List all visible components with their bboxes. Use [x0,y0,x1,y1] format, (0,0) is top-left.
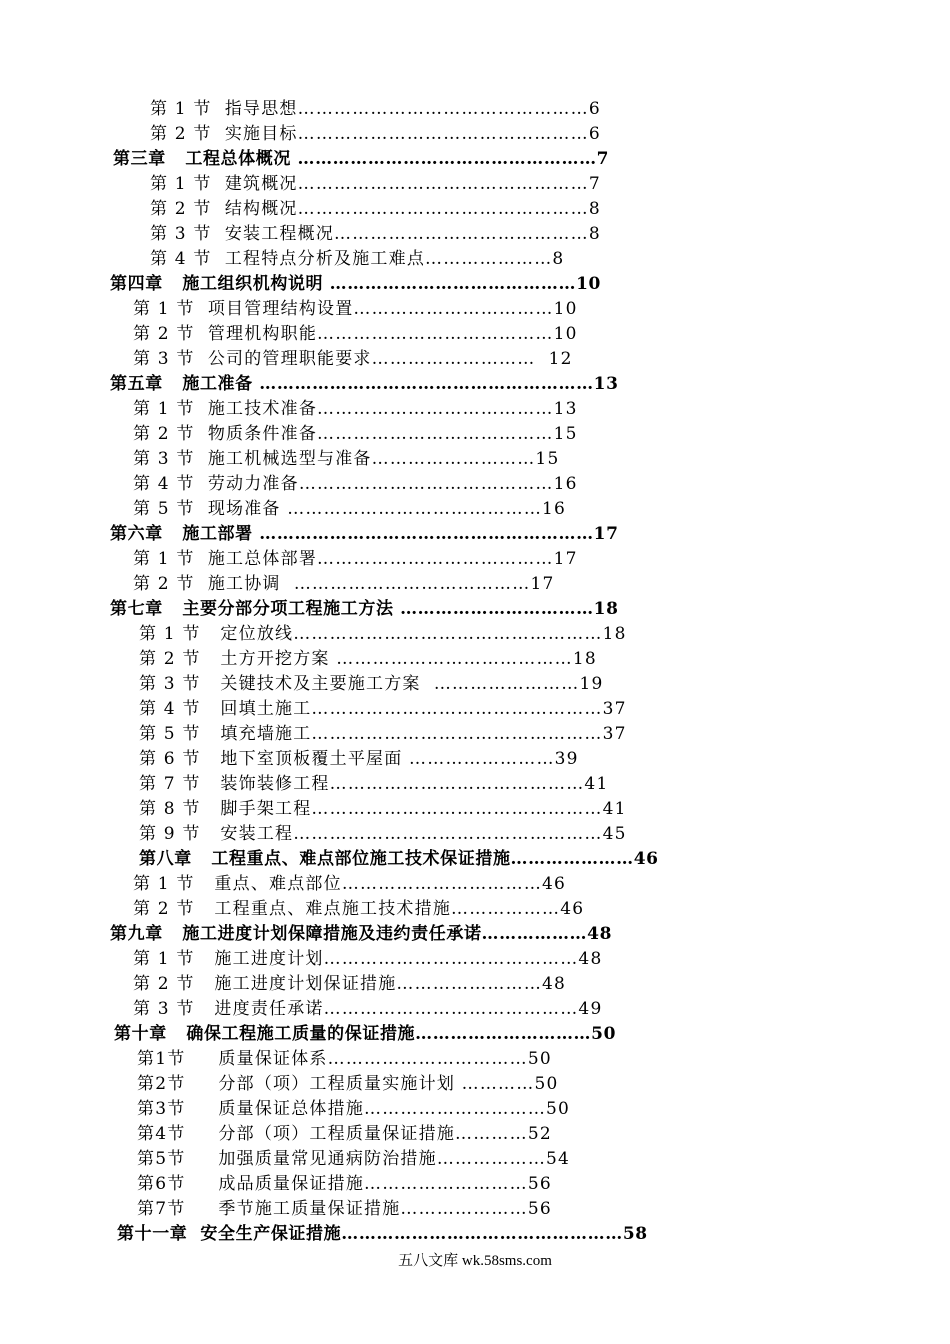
toc-section-line: 第 4 节 劳动力准备……………………………………16 [133,474,578,494]
toc-section-line: 第 5 节 填充墙施工…………………………………………37 [139,724,627,744]
toc-section-line: 第 4 节 工程特点分析及施工难点…………………8 [150,249,565,269]
toc-section-line: 第 1 节 项目管理结构设置……………………………10 [133,299,578,319]
toc-chapter-line: 第三章 工程总体概况 ……………………………………………7 [113,149,610,169]
toc-section-line: 第 1 节 重点、难点部位……………………………46 [133,874,567,894]
toc-section-line: 第 9 节 安装工程……………………………………………45 [139,824,627,844]
toc-chapter-line: 第七章 主要分部分项工程施工方法 ……………………………18 [110,599,619,619]
toc-section-line: 第 8 节 脚手架工程…………………………………………41 [139,799,627,819]
page-footer-watermark: 五八文库 wk.58sms.com [398,1253,552,1269]
toc-chapter-line: 第五章 施工准备 …………………………………………………13 [110,374,619,394]
toc-section-line: 第 3 节 安装工程概况……………………………………8 [150,224,601,244]
toc-section-line: 第 2 节 结构概况…………………………………………8 [150,199,601,219]
toc-section-line: 第 2 节 工程重点、难点施工技术措施………………46 [133,899,585,919]
toc-section-line: 第5节 加强质量常见通病防治措施………………54 [137,1149,571,1169]
toc-section-line: 第 2 节 施工协调 …………………………………17 [133,574,555,594]
toc-section-line: 第 3 节 公司的管理职能要求……………………… 12 [133,349,573,369]
toc-section-line: 第 1 节 建筑概况…………………………………………7 [150,174,601,194]
toc-section-line: 第 2 节 实施目标…………………………………………6 [150,124,601,144]
toc-section-line: 第3节 质量保证总体措施…………………………50 [137,1099,571,1119]
toc-section-line: 第 1 节 定位放线……………………………………………18 [139,624,627,644]
toc-section-line: 第 1 节 指导思想…………………………………………6 [150,99,601,119]
toc-section-line: 第 5 节 现场准备 ……………………………………16 [133,499,567,519]
toc-chapter-line: 第九章 施工进度计划保障措施及违约责任承诺………………48 [110,924,613,944]
toc-section-line: 第 7 节 装饰装修工程……………………………………41 [139,774,609,794]
toc-section-line: 第 6 节 地下室顶板覆土平屋面 ……………………39 [139,749,579,769]
toc-chapter-line: 第四章 施工组织机构说明 ……………………………………10 [110,274,601,294]
toc-section-line: 第 1 节 施工总体部署…………………………………17 [133,549,578,569]
toc-section-line: 第 2 节 施工进度计划保证措施……………………48 [133,974,567,994]
toc-section-line: 第 1 节 施工进度计划……………………………………48 [133,949,603,969]
toc-section-line: 第 2 节 土方开挖方案 …………………………………18 [139,649,597,669]
toc-chapter-line: 第六章 施工部署 …………………………………………………17 [110,524,619,544]
toc-section-line: 第 3 节 施工机械选型与准备………………………15 [133,449,560,469]
toc-section-line: 第 4 节 回填土施工…………………………………………37 [139,699,627,719]
toc-section-line: 第7节 季节施工质量保证措施…………………56 [137,1199,552,1219]
toc-section-line: 第1节 质量保证体系……………………………50 [137,1049,552,1069]
toc-section-line: 第 3 节 进度责任承诺……………………………………49 [133,999,603,1019]
toc-section-line: 第 3 节 关键技术及主要施工方案 ……………………19 [139,674,604,694]
toc-section-line: 第 2 节 管理机构职能…………………………………10 [133,324,578,344]
toc-section-line: 第6节 成品质量保证措施………………………56 [137,1174,552,1194]
toc-section-line: 第4节 分部（项）工程质量保证措施…………52 [137,1124,552,1144]
toc-section-line: 第2节 分部（项）工程质量实施计划 …………50 [137,1074,559,1094]
toc-section-line: 第 2 节 物质条件准备…………………………………15 [133,424,578,444]
toc-chapter-line: 第八章 工程重点、难点部位施工技术保证措施…………………46 [139,849,659,869]
toc-chapter-line: 第十章 确保工程施工质量的保证措施…………………………50 [114,1024,617,1044]
toc-chapter-line: 第十一章 安全生产保证措施…………………………………………58 [117,1224,648,1244]
toc-section-line: 第 1 节 施工技术准备…………………………………13 [133,399,578,419]
